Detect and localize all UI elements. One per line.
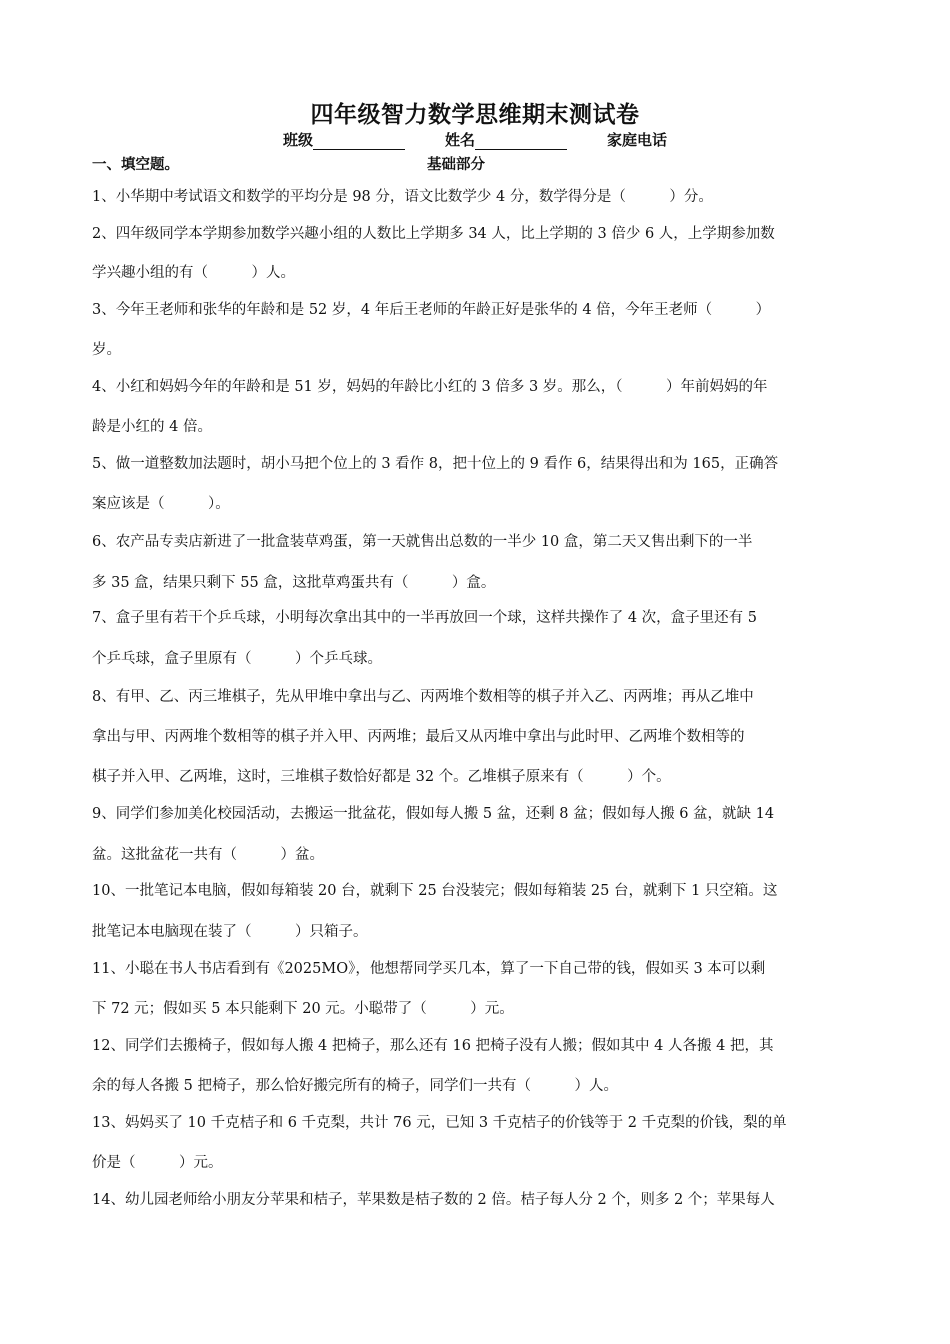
question-line: 棋子并入甲、乙两堆，这时，三堆棋子数恰好都是 32 个。乙堆棋子原来有（ ）个。 xyxy=(92,769,671,785)
question-line: 盆。这批盆花一共有（ ）盆。 xyxy=(92,847,324,863)
question-line: 批笔记本电脑现在装了（ ）只箱子。 xyxy=(92,924,368,940)
question-line: 11、小聪在书人书店看到有《2025MO》，他想帮同学买几本，算了一下自己带的钱，假如买 3 本可以剩 xyxy=(92,961,766,977)
name-label: 姓名 xyxy=(444,131,475,149)
question-line: 余的每人各搬 5 把椅子，那么恰好搬完所有的椅子，同学们一共有（ ）人。 xyxy=(92,1078,618,1094)
question-line: 12、同学们去搬椅子，假如每人搬 4 把椅子，那么还有 16 把椅子没有人搬；假如其中 4 人各搬 4 把，其 xyxy=(92,1038,774,1054)
question-line: 拿出与甲、丙两堆个数相等的棋子并入甲、丙两堆；最后又从丙堆中拿出与此时甲、乙两堆个数相等的 xyxy=(92,729,745,745)
question-line: 案应该是（ ）。 xyxy=(92,496,230,512)
question-line: 下 72 元；假如买 5 本只能剩下 20 元。小聪带了（ ）元。 xyxy=(92,1001,514,1017)
question-line: 2、四年级同学本学期参加数学兴趣小组的人数比上学期多 34 人，比上学期的 3 倍少 6 人，上学期参加数 xyxy=(92,226,775,242)
question-line: 9、同学们参加美化校园活动，去搬运一批盆花，假如每人搬 5 盆，还剩 8 盆；假如每人搬 6 盆，就缺 14 xyxy=(92,806,775,822)
question-line: 多 35 盒，结果只剩下 55 盒，这批草鸡蛋共有（ ）盒。 xyxy=(92,575,496,591)
section-header xyxy=(92,153,862,173)
question-line: 6、农产品专卖店新进了一批盒装草鸡蛋，第一天就售出总数的一半少 10 盒，第二天又售出剩下的一半 xyxy=(92,534,753,550)
question-line: 个乒乓球，盒子里原有（ ）个乒乓球。 xyxy=(92,651,382,667)
question-line: 4、小红和妈妈今年的年龄和是 51 岁，妈妈的年龄比小红的 3 倍多 3 岁。那么，（ ）年前妈妈的年 xyxy=(92,379,768,395)
class-label: 班级 xyxy=(282,131,313,149)
class-blank[interactable] xyxy=(313,133,405,150)
question-line: 龄是小红的 4 倍。 xyxy=(92,419,212,435)
question-line: 1、小华期中考试语文和数学的平均分是 98 分，语文比数学少 4 分，数学得分是（ ）分。 xyxy=(92,189,713,205)
question-line: 10、一批笔记本电脑，假如每箱装 20 台，就剩下 25 台没装完；假如每箱装 25 台，就剩下 1 只空箱。这 xyxy=(92,883,778,899)
question-line: 价是（ ）元。 xyxy=(92,1155,223,1171)
question-line: 13、妈妈买了 10 千克桔子和 6 千克梨，共计 76 元，已知 3 千克桔子的价钱等于 2 千克梨的价钱，梨的单 xyxy=(92,1115,787,1131)
student-info-row xyxy=(0,129,950,150)
name-blank[interactable] xyxy=(475,133,567,150)
question-line: 14、幼儿园老师给小朋友分苹果和桔子，苹果数是桔子数的 2 倍。桔子每人分 2 个，则多 2 个；苹果每人 xyxy=(92,1192,775,1208)
section-label: 一、填空题。 xyxy=(92,157,179,173)
question-line: 3、今年王老师和张华的年龄和是 52 岁，4 年后王老师的年龄正好是张华的 4 倍，今年王老师（ ） xyxy=(92,302,771,318)
page-title: 四年级智力数学思维期末测试卷 xyxy=(310,102,640,128)
question-line: 7、盒子里有若干个乒乓球，小明每次拿出其中的一半再放回一个球，这样共操作了 4 次，盒子里还有 5 xyxy=(92,610,757,626)
question-line: 岁。 xyxy=(92,342,121,358)
section-subtitle: 基础部分 xyxy=(427,157,485,173)
question-line: 8、有甲、乙、丙三堆棋子，先从甲堆中拿出与乙、丙两堆个数相等的棋子并入乙、丙两堆；再从乙堆中 xyxy=(92,689,754,705)
phone-label: 家庭电话 xyxy=(607,131,668,149)
question-line: 学兴趣小组的有（ ）人。 xyxy=(92,265,295,281)
question-line: 5、做一道整数加法题时，胡小马把个位上的 3 看作 8，把十位上的 9 看作 6，结果得出和为 165，正确答 xyxy=(92,456,779,472)
